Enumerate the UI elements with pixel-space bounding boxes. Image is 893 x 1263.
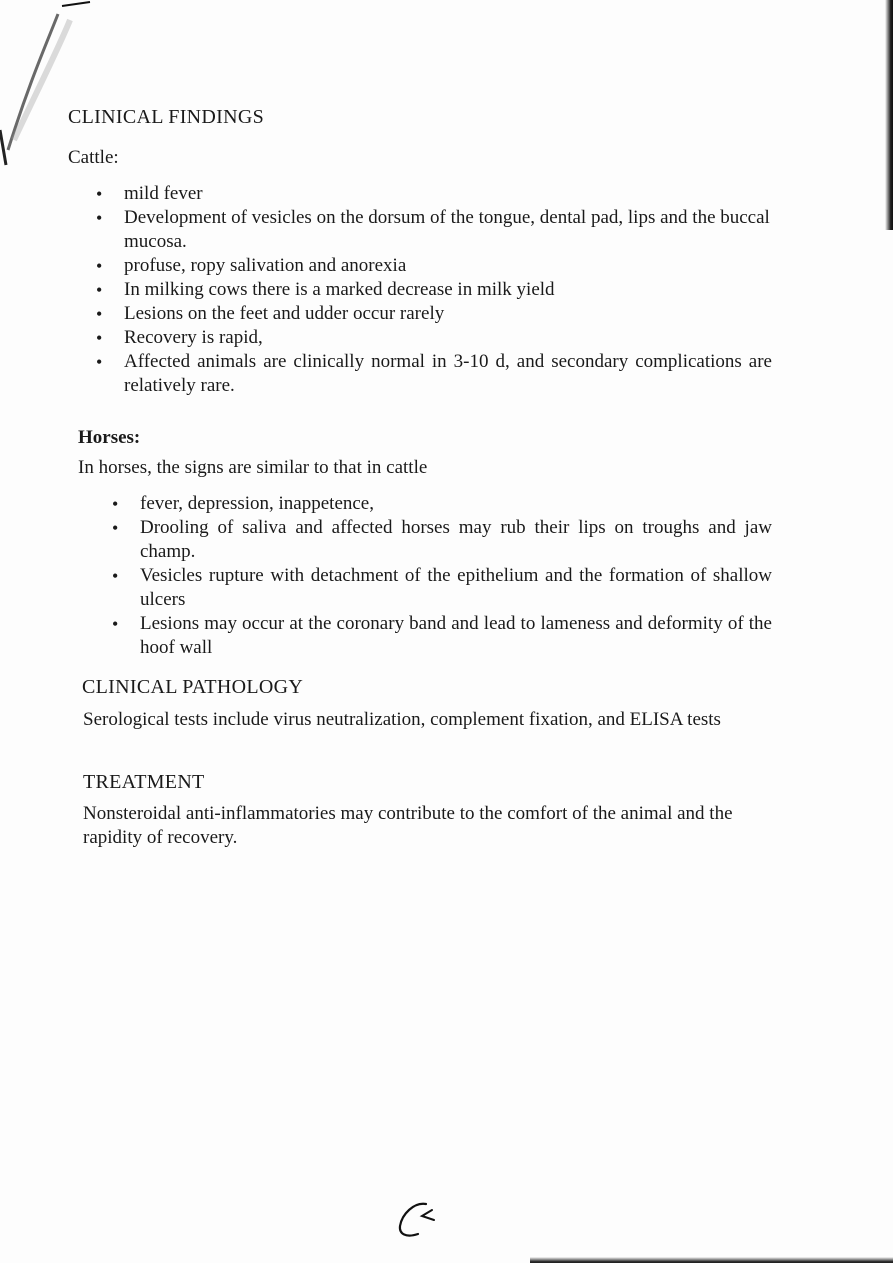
cattle-signs-list <box>96 182 772 398</box>
list-item: • Lesions on the feet and udder occur rarely <box>96 302 772 326</box>
clinical-findings-heading: CLINICAL FINDINGS <box>68 106 265 128</box>
list-item: • Development of vesicles on the dorsum of the tongue, dental pad, lips and the buccal mucosa. <box>96 206 772 254</box>
handwritten-page-mark <box>396 1198 442 1242</box>
clinical-pathology-text: Serological tests include virus neutralization, complement fixation, and ELISA tests <box>83 709 721 730</box>
list-item: • Vesicles rupture with detachment of the epithelium and the formation of shallow ulcers <box>112 564 772 612</box>
list-item: • Recovery is rapid, <box>96 326 772 350</box>
horses-intro: In horses, the signs are similar to that in cattle <box>78 457 428 478</box>
treatment-heading: TREATMENT <box>83 771 205 793</box>
list-item: • In milking cows there is a marked decrease in milk yield <box>96 278 772 302</box>
list-item: • Drooling of saliva and affected horses may rub their lips on troughs and jaw champ. <box>112 516 772 564</box>
list-item: • fever, depression, inappetence, <box>112 492 772 516</box>
list-item: • mild fever <box>96 182 772 206</box>
list-item: • Affected animals are clinically normal in 3-10 d, and secondary complications are relatively rare. <box>96 350 772 398</box>
horses-label: Horses: <box>78 427 141 448</box>
cattle-label: Cattle: <box>68 147 119 168</box>
list-item: • profuse, ropy salivation and anorexia <box>96 254 772 278</box>
list-item: • Lesions may occur at the coronary band and lead to lameness and deformity of the hoof wall <box>112 612 772 660</box>
horses-signs-list <box>112 492 772 660</box>
clinical-pathology-heading: CLINICAL PATHOLOGY <box>82 676 304 698</box>
treatment-text: Nonsteroidal anti-inflammatories may contribute to the comfort of the animal and the rapidity of recovery. <box>83 803 733 848</box>
